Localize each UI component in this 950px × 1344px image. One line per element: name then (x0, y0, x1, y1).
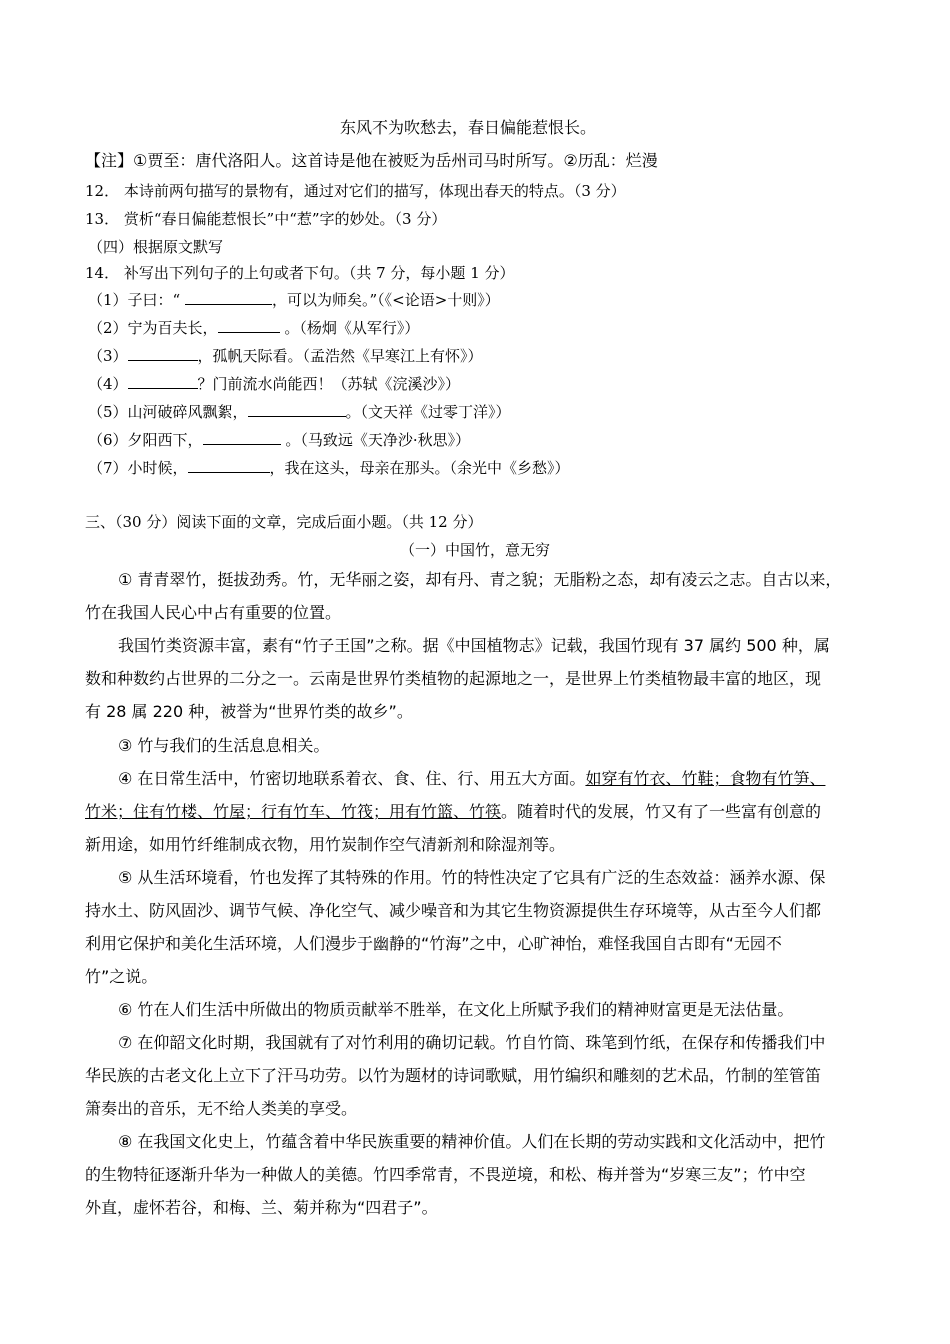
paragraph-4-line-1: ④ 在日常生活中，竹密切地联系着衣、食、住、行、用五大方面。如穿有竹衣、竹鞋；食物有竹笋、 (118, 769, 826, 788)
paragraph-7-line-1: ⑦ 在仰韶文化时期，我国就有了对竹利用的确切记载。竹自竹筒、珠笔到竹纸，在保存和传播我们中 (118, 1033, 826, 1052)
question-12: 12． 本诗前两句描写的景物有，通过对它们的描写，体现出春天的特点。（3 分） (85, 182, 626, 200)
answer-blank[interactable] (128, 373, 198, 389)
fill-item-3: （3） ，孤帆天际看。（孟浩然《早寒江上有怀》） (88, 347, 483, 365)
underlined-example: 如穿有竹衣、竹鞋；食物有竹笋、 (585, 769, 826, 788)
answer-blank[interactable] (248, 401, 346, 417)
answer-blank[interactable] (185, 289, 272, 305)
paragraph-2-line-1: 我国竹类资源丰富，素有“竹子王国”之称。据《中国植物志》记载，我国竹现有 37 属约 500 种，属 (118, 636, 830, 655)
paragraph-3-line-1: ③ 竹与我们的生活息息相关。 (118, 736, 330, 755)
answer-blank[interactable] (203, 429, 281, 445)
paragraph-8-line-2: 的生物特征逐渐升华为一种做人的美德。竹四季常青，不畏逆境，和松、梅并誉为“岁寒三友”；竹中空 (85, 1165, 806, 1184)
paragraph-5-line-2: 持水土、防风固沙、调节气候、净化空气、减少噪音和为其它生物资源提供生存环境等，从古至今人们都 (85, 901, 822, 920)
answer-blank[interactable] (188, 457, 270, 473)
paragraph-2-line-3: 有 28 属 220 种，被誉为“世界竹类的故乡”。 (85, 702, 413, 721)
section-4-heading: （四）根据原文默写 (88, 238, 224, 256)
underlined-example: 竹米；住有竹楼、竹屋；行有竹车、竹筏；用有竹篮、竹筷 (85, 802, 502, 821)
paragraph-7-line-3: 箫奏出的音乐，无不给人类美的享受。 (85, 1099, 358, 1118)
paragraph-2-line-2: 数和种数约占世界的二分之一。云南是世界竹类植物的起源地之一，是世界上竹类植物最丰富的地区，现 (85, 669, 822, 688)
paragraph-5-line-3: 利用它保护和美化生活环境，人们漫步于幽静的“竹海”之中，心旷神怡，难怪我国自古即有“无园不 (85, 934, 782, 953)
paragraph-5-line-1: ⑤ 从生活环境看，竹也发挥了其特殊的作用。竹的特性决定了它具有广泛的生态效益：涵养水源、保 (118, 868, 826, 887)
answer-blank[interactable] (128, 345, 198, 361)
paragraph-4-line-3: 新用途，如用竹纤维制成衣物，用竹炭制作空气清新剂和除湿剂等。 (85, 835, 566, 854)
paragraph-1-line-2: 竹在我国人民心中占有重要的位置。 (85, 603, 342, 622)
fill-item-6: （6）夕阳西下， 。（马致远《天净沙·秋思》） (88, 431, 471, 449)
fill-item-5: （5）山河破碎风飘絮， 。（文天祥《过零丁洋》） (88, 403, 511, 421)
question-14: 14． 补写出下列句子的上句或者下句。（共 7 分，每小题 1 分） (85, 264, 515, 282)
fill-item-7: （7）小时候， ，我在这头，母亲在那头。（余光中《乡愁》） (88, 459, 570, 477)
question-13: 13． 赏析“春日偏能惹恨长”中“惹”字的妙处。（3 分） (85, 210, 447, 228)
poem-last-line: 东风不为吹愁去，春日偏能惹恨长。 (340, 118, 597, 137)
fill-item-1: （1）子曰：“ ，可以为师矣。”（《<论语>十则》） (88, 291, 500, 309)
paragraph-1-line-1: ① 青青翠竹，挺拔劲秀。竹，无华丽之姿，却有丹、青之貌；无脂粉之态，却有凌云之志。自古以来， (118, 570, 842, 589)
paragraph-8-line-1: ⑧ 在我国文化史上，竹蕴含着中华民族重要的精神价值。人们在长期的劳动实践和文化活动中，把竹 (118, 1132, 826, 1151)
poem-note: 【注】①贾至：唐代洛阳人。这首诗是他在被贬为岳州司马时所写。②历乱：烂漫 (85, 151, 658, 170)
fill-item-4: （4） ？门前流水尚能西！（苏轼《浣溪沙》） (88, 375, 461, 393)
paragraph-8-line-3: 外直，虚怀若谷，和梅、兰、菊并称为“四君子”。 (85, 1198, 438, 1217)
fill-item-2: （2）宁为百夫长， 。（杨炯《从军行》） (88, 319, 420, 337)
paragraph-6-line-1: ⑥ 竹在人们生活中所做出的物质贡献举不胜举，在文化上所赋予我们的精神财富更是无法估量。 (118, 1000, 794, 1019)
part-3-heading: 三、（30 分）阅读下面的文章，完成后面小题。（共 12 分） (85, 513, 483, 531)
paragraph-7-line-2: 华民族的古老文化上立下了汗马功劳。以竹为题材的诗词歌赋，用竹编织和雕刻的艺术品，竹制的笙管笛 (85, 1066, 822, 1085)
paragraph-5-line-4: 竹”之说。 (85, 967, 158, 986)
article-title: （一）中国竹，意无穷 (400, 541, 551, 559)
paragraph-4-line-2: 竹米；住有竹楼、竹屋；行有竹车、竹筏；用有竹篮、竹筷。随着时代的发展，竹又有了一些富有创意的 (85, 802, 822, 821)
answer-blank[interactable] (218, 317, 280, 333)
